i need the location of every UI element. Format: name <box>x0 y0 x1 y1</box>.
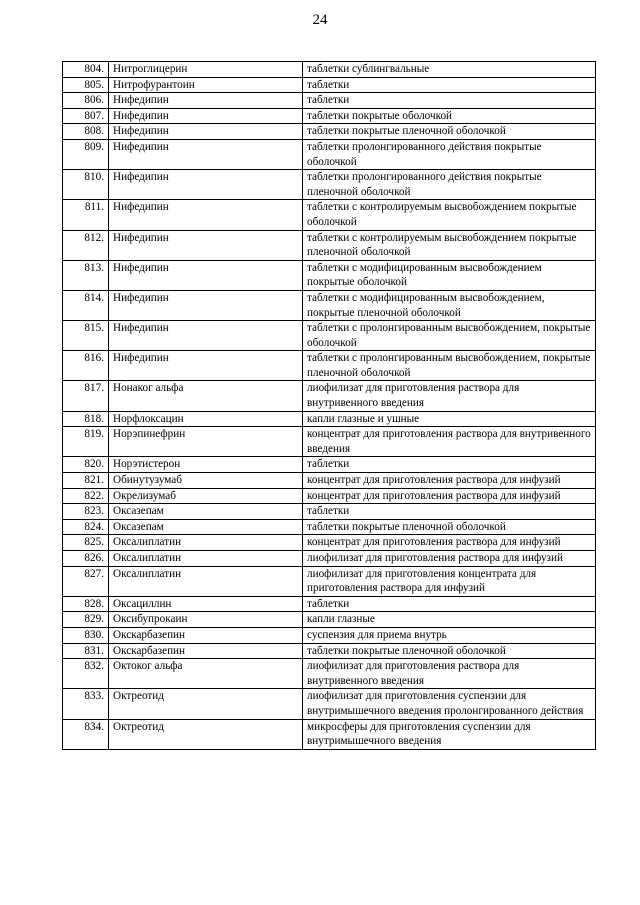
dosage-form: лиофилизат для приготовления раствора для внутривенного введения <box>303 659 596 689</box>
row-number: 807. <box>63 108 109 124</box>
drug-table-body <box>63 62 596 750</box>
drug-name: Октоког альфа <box>109 659 303 689</box>
dosage-form: микросферы для приготовления суспензии для внутримышечного введения <box>303 719 596 749</box>
table-row <box>63 381 596 411</box>
row-number: 808. <box>63 124 109 140</box>
dosage-form: концентрат для приготовления раствора для внутривенного введения <box>303 427 596 457</box>
table-row <box>63 108 596 124</box>
row-number: 813. <box>63 260 109 290</box>
row-number: 814. <box>63 290 109 320</box>
drug-name: Нифедипин <box>109 108 303 124</box>
dosage-form: лиофилизат для приготовления суспензии для внутримышечного введения пролонгированного действия <box>303 689 596 719</box>
drug-name: Нифедипин <box>109 139 303 169</box>
dosage-form: лиофилизат для приготовления концентрата для приготовления раствора для инфузий <box>303 566 596 596</box>
row-number: 804. <box>63 62 109 78</box>
table-row <box>63 689 596 719</box>
row-number: 810. <box>63 170 109 200</box>
dosage-form: лиофилизат для приготовления раствора для инфузий <box>303 551 596 567</box>
drug-name: Нифедипин <box>109 290 303 320</box>
row-number: 806. <box>63 93 109 109</box>
drug-name: Нифедипин <box>109 321 303 351</box>
dosage-form: таблетки с модифицированным высвобождением покрытые оболочкой <box>303 260 596 290</box>
table-row <box>63 535 596 551</box>
row-number: 834. <box>63 719 109 749</box>
dosage-form: лиофилизат для приготовления раствора для внутривенного введения <box>303 381 596 411</box>
drug-name: Норфлоксацин <box>109 411 303 427</box>
table-row <box>63 170 596 200</box>
drug-name: Октреотид <box>109 719 303 749</box>
table-row <box>63 719 596 749</box>
dosage-form: таблетки сублингвальные <box>303 62 596 78</box>
row-number: 827. <box>63 566 109 596</box>
drug-name: Нифедипин <box>109 124 303 140</box>
table-row <box>63 260 596 290</box>
table-row <box>63 62 596 78</box>
row-number: 833. <box>63 689 109 719</box>
row-number: 819. <box>63 427 109 457</box>
row-number: 822. <box>63 488 109 504</box>
row-number: 818. <box>63 411 109 427</box>
dosage-form: таблетки с пролонгированным высвобождением, покрытые пленочной оболочкой <box>303 351 596 381</box>
dosage-form: таблетки с пролонгированным высвобождением, покрытые оболочкой <box>303 321 596 351</box>
row-number: 825. <box>63 535 109 551</box>
dosage-form: таблетки <box>303 77 596 93</box>
row-number: 805. <box>63 77 109 93</box>
row-number: 831. <box>63 643 109 659</box>
table-row <box>63 427 596 457</box>
table-row <box>63 351 596 381</box>
table-row <box>63 411 596 427</box>
row-number: 821. <box>63 473 109 489</box>
dosage-form: капли глазные и ушные <box>303 411 596 427</box>
table-row <box>63 659 596 689</box>
table-row <box>63 596 596 612</box>
dosage-form: таблетки <box>303 457 596 473</box>
row-number: 832. <box>63 659 109 689</box>
table-row <box>63 230 596 260</box>
drug-name: Оксалиплатин <box>109 551 303 567</box>
drug-name: Оксалиплатин <box>109 566 303 596</box>
dosage-form: суспензия для приема внутрь <box>303 627 596 643</box>
dosage-form: концентрат для приготовления раствора для инфузий <box>303 535 596 551</box>
table-row <box>63 139 596 169</box>
dosage-form: таблетки покрытые пленочной оболочкой <box>303 643 596 659</box>
drug-name: Нитрофурантоин <box>109 77 303 93</box>
drug-name: Нонаког альфа <box>109 381 303 411</box>
drug-name: Нифедипин <box>109 170 303 200</box>
table-row <box>63 551 596 567</box>
table-row <box>63 77 596 93</box>
row-number: 824. <box>63 519 109 535</box>
drug-table <box>62 61 596 750</box>
page-number: 24 <box>312 12 328 28</box>
dosage-form: таблетки <box>303 504 596 520</box>
row-number: 826. <box>63 551 109 567</box>
drug-name: Оксалиплатин <box>109 535 303 551</box>
dosage-form: таблетки с модифицированным высвобождением, покрытые пленочной оболочкой <box>303 290 596 320</box>
table-row <box>63 488 596 504</box>
table-row <box>63 504 596 520</box>
table-row <box>63 321 596 351</box>
drug-name: Окскарбазепин <box>109 627 303 643</box>
row-number: 828. <box>63 596 109 612</box>
row-number: 816. <box>63 351 109 381</box>
drug-name: Нифедипин <box>109 93 303 109</box>
row-number: 830. <box>63 627 109 643</box>
dosage-form: концентрат для приготовления раствора для инфузий <box>303 488 596 504</box>
dosage-form: таблетки с контролируемым высвобождением покрытые оболочкой <box>303 200 596 230</box>
drug-name: Октреотид <box>109 689 303 719</box>
drug-name: Норэтистерон <box>109 457 303 473</box>
table-row <box>63 627 596 643</box>
dosage-form: таблетки покрытые пленочной оболочкой <box>303 519 596 535</box>
table-row <box>63 200 596 230</box>
dosage-form: таблетки <box>303 596 596 612</box>
table-row <box>63 124 596 140</box>
table-row <box>63 93 596 109</box>
row-number: 811. <box>63 200 109 230</box>
dosage-form: таблетки с контролируемым высвобождением покрытые пленочной оболочкой <box>303 230 596 260</box>
row-number: 815. <box>63 321 109 351</box>
row-number: 817. <box>63 381 109 411</box>
dosage-form: концентрат для приготовления раствора для инфузий <box>303 473 596 489</box>
dosage-form: таблетки покрытые оболочкой <box>303 108 596 124</box>
drug-name: Оксибупрокаин <box>109 612 303 628</box>
drug-name: Нифедипин <box>109 230 303 260</box>
table-row <box>63 519 596 535</box>
table-row <box>63 643 596 659</box>
drug-name: Оксазепам <box>109 504 303 520</box>
dosage-form: таблетки <box>303 93 596 109</box>
row-number: 820. <box>63 457 109 473</box>
table-row <box>63 290 596 320</box>
dosage-form: таблетки покрытые пленочной оболочкой <box>303 124 596 140</box>
drug-name: Нитроглицерин <box>109 62 303 78</box>
dosage-form: таблетки пролонгированного действия покрытые пленочной оболочкой <box>303 170 596 200</box>
table-row <box>63 457 596 473</box>
drug-name: Нифедипин <box>109 260 303 290</box>
table-row <box>63 566 596 596</box>
row-number: 823. <box>63 504 109 520</box>
dosage-form: капли глазные <box>303 612 596 628</box>
drug-name: Оксазепам <box>109 519 303 535</box>
table-row <box>63 473 596 489</box>
drug-name: Нифедипин <box>109 200 303 230</box>
drug-name: Окскарбазепин <box>109 643 303 659</box>
drug-name: Норэпинефрин <box>109 427 303 457</box>
dosage-form: таблетки пролонгированного действия покрытые оболочкой <box>303 139 596 169</box>
drug-name: Обинутузумаб <box>109 473 303 489</box>
row-number: 812. <box>63 230 109 260</box>
row-number: 829. <box>63 612 109 628</box>
table-row <box>63 612 596 628</box>
drug-name: Нифедипин <box>109 351 303 381</box>
drug-name: Оксациллин <box>109 596 303 612</box>
drug-name: Окрелизумаб <box>109 488 303 504</box>
row-number: 809. <box>63 139 109 169</box>
